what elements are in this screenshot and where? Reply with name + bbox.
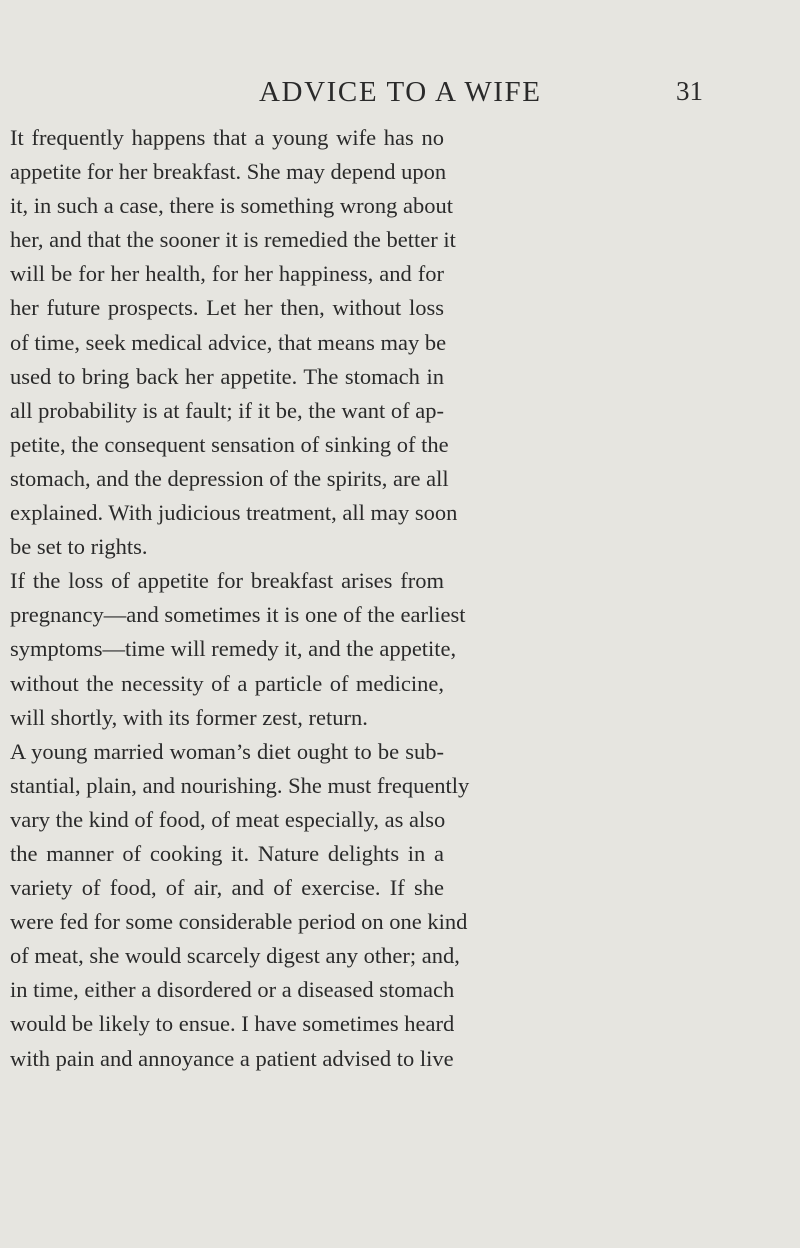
text-line: explained. With judicious treatment, all may soon (10, 500, 458, 526)
text-line: were fed for some considerable period on one kind (10, 909, 468, 935)
text-line: with pain and annoyance a patient advised to live (10, 1045, 454, 1071)
text-line: without the necessity of a particle of medicine, (10, 670, 444, 696)
text-line: appetite for her breakfast. She may depend upon (10, 159, 447, 185)
text-line: of meat, she would scarcely digest any other; and, (10, 943, 460, 969)
text-line: variety of food, of air, and of exercise. If she (10, 875, 444, 901)
text-line: It frequently happens that a young wife has no (10, 125, 444, 150)
text-line: will be for her health, for her happiness, and for (10, 261, 444, 287)
text-line: of time, seek medical advice, that means may be (10, 329, 447, 355)
text-line: in time, either a disordered or a diseased stomach (10, 977, 455, 1003)
text-line: will shortly, with its former zest, return. (10, 704, 368, 730)
text-block (10, 121, 470, 1076)
text-line: her, and that the sooner it is remedied the better it (10, 227, 456, 253)
text-line: used to bring back her appetite. The stomach in (10, 363, 444, 389)
text-line: If the loss of appetite for breakfast arises from (10, 568, 444, 594)
text-line: pregnancy—and sometimes it is one of the earliest (10, 602, 466, 628)
text-line: stantial, plain, and nourishing. She must frequently (10, 772, 470, 798)
running-head: ADVICE TO A WIFE (259, 76, 542, 108)
text-line: stomach, and the depression of the spirits, are all (10, 465, 449, 491)
text-line: be set to rights. (10, 534, 148, 560)
text-line: all probability is at fault; if it be, the want of ap- (10, 397, 444, 423)
text-line: the manner of cooking it. Nature delights in a (10, 840, 444, 866)
text-line: vary the kind of food, of meat especially, as also (10, 806, 446, 832)
text-line: petite, the consequent sensation of sinking of the (10, 431, 449, 457)
text-line: it, in such a case, there is something wrong about (10, 193, 454, 219)
text-line: her future prospects. Let her then, without loss (10, 295, 444, 321)
text-line: symptoms—time will remedy it, and the appetite, (10, 636, 457, 662)
text-line: would be likely to ensue. I have sometimes heard (10, 1011, 455, 1037)
page-number: 31 (676, 76, 703, 106)
text-line: A young married woman’s diet ought to be sub- (10, 738, 444, 764)
page-header (0, 72, 800, 112)
